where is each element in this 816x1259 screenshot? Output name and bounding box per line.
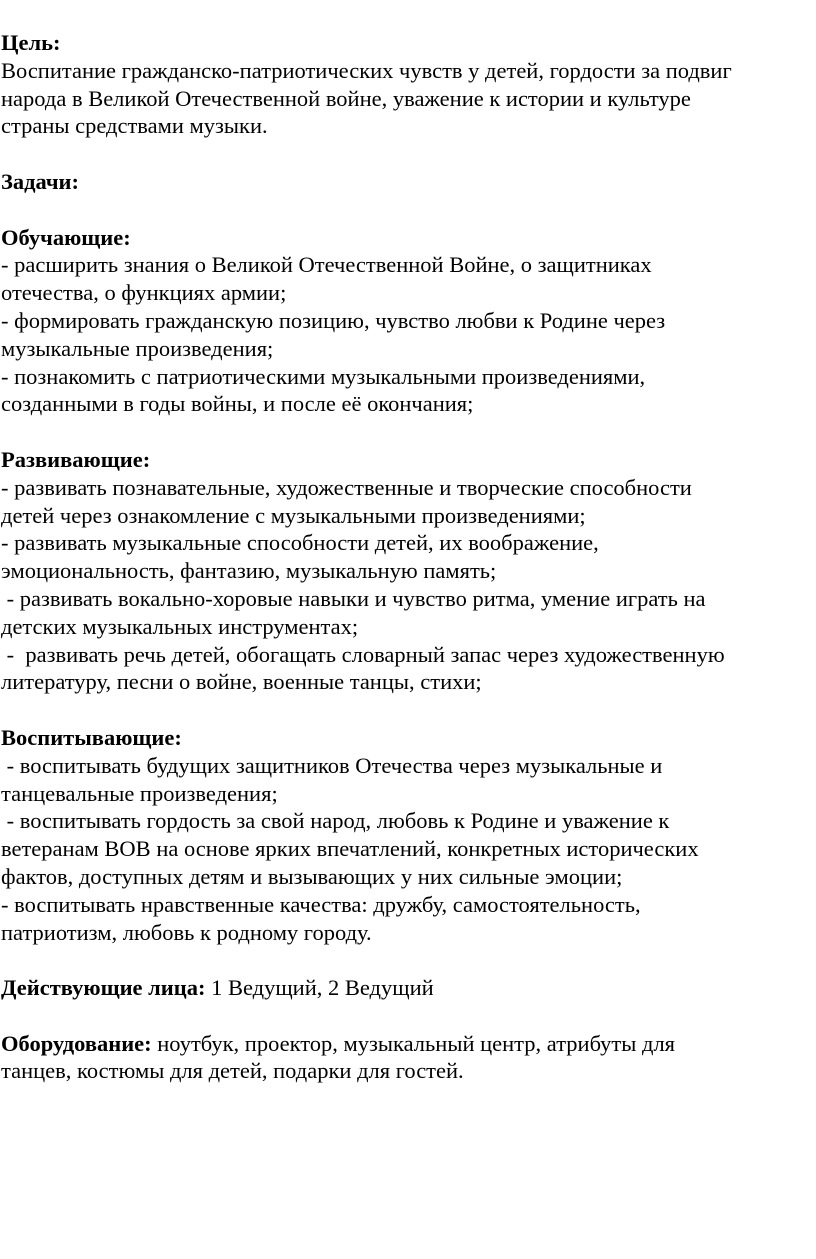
goal-line: страны средствами музыки. bbox=[1, 113, 268, 139]
goal-line: Воспитание гражданско-патриотических чувств у детей, гордости за подвиг bbox=[1, 57, 732, 83]
developing-line: эмоциональность, фантазию, музыкальную память; bbox=[1, 558, 497, 584]
spacer bbox=[1, 140, 811, 168]
spacer bbox=[1, 1002, 811, 1030]
characters-value: 1 Ведущий, 2 Ведущий bbox=[205, 975, 434, 1001]
educating-line: - воспитывать будущих защитников Отечества через музыкальные и bbox=[1, 752, 663, 778]
developing-line: - развивать вокально-хоровые навыки и чувство ритма, умение играть на bbox=[1, 585, 706, 611]
characters-label: Действующие лица: bbox=[1, 975, 206, 1001]
teaching-line: - познакомить с патриотическими музыкальными произведениями, bbox=[1, 363, 646, 389]
educating-line: фактов, доступных детям и вызывающих у них сильные эмоции; bbox=[1, 863, 623, 889]
spacer bbox=[1, 196, 811, 224]
developing-line: - развивать музыкальные способности детей, их воображение, bbox=[1, 530, 599, 556]
educating-line: патриотизм, любовь к родному городу. bbox=[1, 919, 372, 945]
educating-heading: Воспитывающие: bbox=[1, 724, 182, 750]
goal-line: народа в Великой Отечественной войне, уважение к истории и культуре bbox=[1, 85, 691, 111]
teaching-line: созданными в годы войны, и после её окончания; bbox=[1, 391, 474, 417]
equipment-continuation: танцев, костюмы для детей, подарки для гостей. bbox=[1, 1058, 464, 1084]
goal-heading: Цель: bbox=[1, 30, 61, 55]
spacer bbox=[1, 418, 811, 446]
equipment-value: ноутбук, проектор, музыкальный центр, атрибуты для bbox=[151, 1030, 676, 1056]
developing-line: детских музыкальных инструментах; bbox=[1, 613, 359, 639]
teaching-heading: Обучающие: bbox=[1, 224, 131, 250]
developing-heading: Развивающие: bbox=[1, 446, 151, 472]
developing-line: - развивать речь детей, обогащать словарный запас через художественную bbox=[1, 641, 725, 667]
developing-line: - развивать познавательные, художественные и творческие способности bbox=[1, 474, 692, 500]
characters-line bbox=[1, 974, 811, 1002]
educating-line: - воспитывать гордость за свой народ, любовь к Родине и уважение к bbox=[1, 808, 670, 834]
spacer bbox=[1, 696, 811, 724]
educating-line: танцевальные произведения; bbox=[1, 780, 278, 806]
developing-line: детей через ознакомление с музыкальными произведениями; bbox=[1, 502, 586, 528]
document-page bbox=[0, 29, 811, 1085]
teaching-line: - расширить знания о Великой Отечественной Войне, о защитниках bbox=[1, 252, 652, 278]
educating-line: ветеранам ВОВ на основе ярких впечатлений, конкретных исторических bbox=[1, 836, 699, 862]
equipment-line bbox=[1, 1030, 811, 1058]
teaching-line: музыкальные произведения; bbox=[1, 335, 274, 361]
developing-line: литературу, песни о войне, военные танцы, стихи; bbox=[1, 669, 482, 695]
tasks-heading: Задачи: bbox=[1, 168, 80, 194]
teaching-line: отечества, о функциях армии; bbox=[1, 280, 287, 306]
educating-line: - воспитывать нравственные качества: дружбу, самостоятельность, bbox=[1, 891, 641, 917]
spacer bbox=[1, 946, 811, 974]
teaching-line: - формировать гражданскую позицию, чувство любви к Родине через bbox=[1, 307, 666, 333]
equipment-label: Оборудование: bbox=[1, 1030, 152, 1056]
